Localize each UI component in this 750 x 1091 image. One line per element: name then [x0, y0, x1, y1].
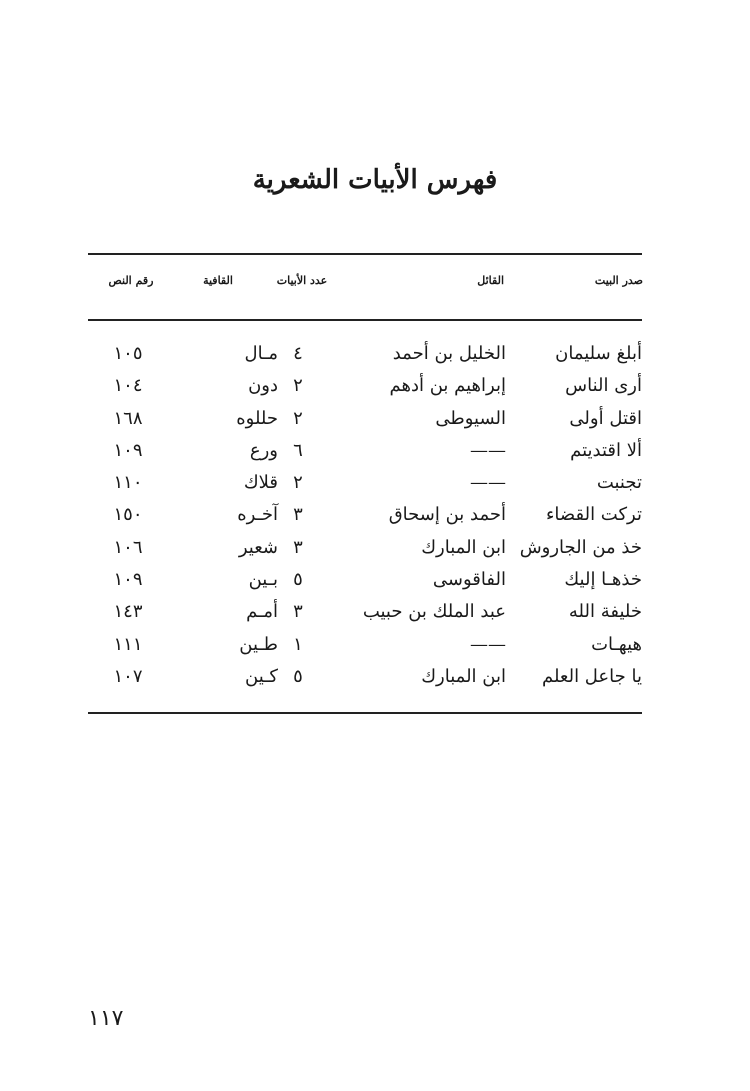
rhyme-cell: بـين	[248, 569, 278, 591]
verse-start-cell: هيهـات	[591, 633, 642, 655]
table-row	[88, 565, 642, 597]
verse-start-cell: خليفة الله	[568, 601, 642, 623]
header-verse-count: عدد الأبيات	[276, 274, 328, 287]
poet-cell: ——	[470, 472, 506, 494]
verse-start-cell: ألا اقتديتم	[570, 439, 642, 461]
verse-start-cell: خذهـا إليك	[564, 569, 642, 591]
text-number-cell: ١٠٦	[113, 536, 143, 558]
rhyme-cell: دون	[248, 375, 278, 397]
verse-count-cell: ٣	[293, 504, 303, 526]
verse-start-cell: تركت القضاء	[545, 504, 642, 526]
table-row	[88, 500, 642, 532]
verse-count-cell: ٣	[293, 536, 303, 558]
poet-cell: ——	[470, 439, 506, 461]
rhyme-cell: ورع	[249, 439, 278, 461]
text-number-cell: ١٥٠	[113, 504, 143, 526]
text-number-cell: ١٠٤	[113, 375, 143, 397]
poet-cell: الخليل بن أحمد	[392, 343, 506, 364]
verse-start-cell: تجنبت	[596, 472, 642, 494]
table-row	[88, 371, 642, 403]
poet-cell: ابن المبارك	[421, 536, 506, 558]
verse-count-cell: ٢	[293, 472, 303, 494]
text-number-cell: ١٠٥	[113, 343, 143, 364]
verse-count-cell: ١	[293, 633, 303, 655]
verse-start-cell: يا جاعل العلم	[541, 665, 642, 687]
text-number-cell: ١٠٩	[113, 569, 143, 591]
verse-count-cell: ٢	[293, 375, 303, 397]
rhyme-cell: قلاك	[243, 472, 278, 494]
poet-cell: أحمد بن إسحاق	[388, 504, 506, 526]
header-rhyme: القافية	[203, 274, 233, 287]
poet-cell: الفاقوسى	[432, 569, 506, 591]
header-bottom-rule	[88, 319, 642, 321]
rhyme-cell: طـين	[239, 633, 278, 655]
poet-cell: إبراهيم بن أدهم	[389, 375, 506, 397]
header-poet: القائل	[477, 274, 504, 287]
rhyme-cell: آخـره	[237, 504, 278, 526]
rhyme-cell: حللوه	[236, 407, 278, 429]
rhyme-cell: شعير	[238, 536, 278, 558]
text-number-cell: ١١١	[113, 633, 143, 655]
text-number-cell: ١٠٧	[113, 665, 143, 687]
verse-count-cell: ٥	[293, 665, 303, 687]
table-top-rule	[88, 253, 642, 255]
poet-cell: عبد الملك بن حبيب	[362, 601, 506, 623]
verse-start-cell: أبلغ سليمان	[555, 343, 642, 364]
verse-start-cell: أرى الناس	[565, 375, 642, 397]
table-bottom-rule	[88, 712, 642, 714]
verse-count-cell: ٤	[293, 343, 303, 364]
header-text-number: رقم النص	[108, 274, 154, 287]
table-row	[88, 404, 642, 436]
verse-index-table	[88, 339, 642, 694]
verse-count-cell: ٢	[293, 407, 303, 429]
verse-count-cell: ٥	[293, 569, 303, 591]
table-row	[88, 436, 642, 468]
table-row	[88, 597, 642, 629]
table-row	[88, 339, 642, 371]
rhyme-cell: كـين	[245, 665, 278, 687]
verse-count-cell: ٣	[293, 601, 303, 623]
rhyme-cell: أمـم	[246, 601, 278, 623]
verse-start-cell: خذ من الجاروش	[519, 536, 642, 558]
text-number-cell: ١٦٨	[113, 407, 143, 429]
text-number-cell: ١٤٣	[113, 601, 143, 623]
table-row	[88, 533, 642, 565]
table-row	[88, 630, 642, 662]
header-verse-start: صدر البيت	[594, 274, 643, 287]
table-row	[88, 468, 642, 500]
table-row	[88, 662, 642, 694]
poet-cell: السيوطى	[435, 407, 506, 429]
poet-cell: ابن المبارك	[421, 665, 506, 687]
page-title: فهرس الأبيات الشعرية	[252, 165, 498, 195]
page-number: ١١٧	[88, 1006, 124, 1031]
verse-start-cell: اقتل أولى	[569, 407, 642, 429]
verse-count-cell: ٦	[293, 439, 303, 461]
text-number-cell: ١١٠	[113, 472, 143, 494]
poet-cell: ——	[470, 633, 506, 655]
rhyme-cell: مـال	[244, 343, 278, 364]
text-number-cell: ١٠٩	[113, 439, 143, 461]
